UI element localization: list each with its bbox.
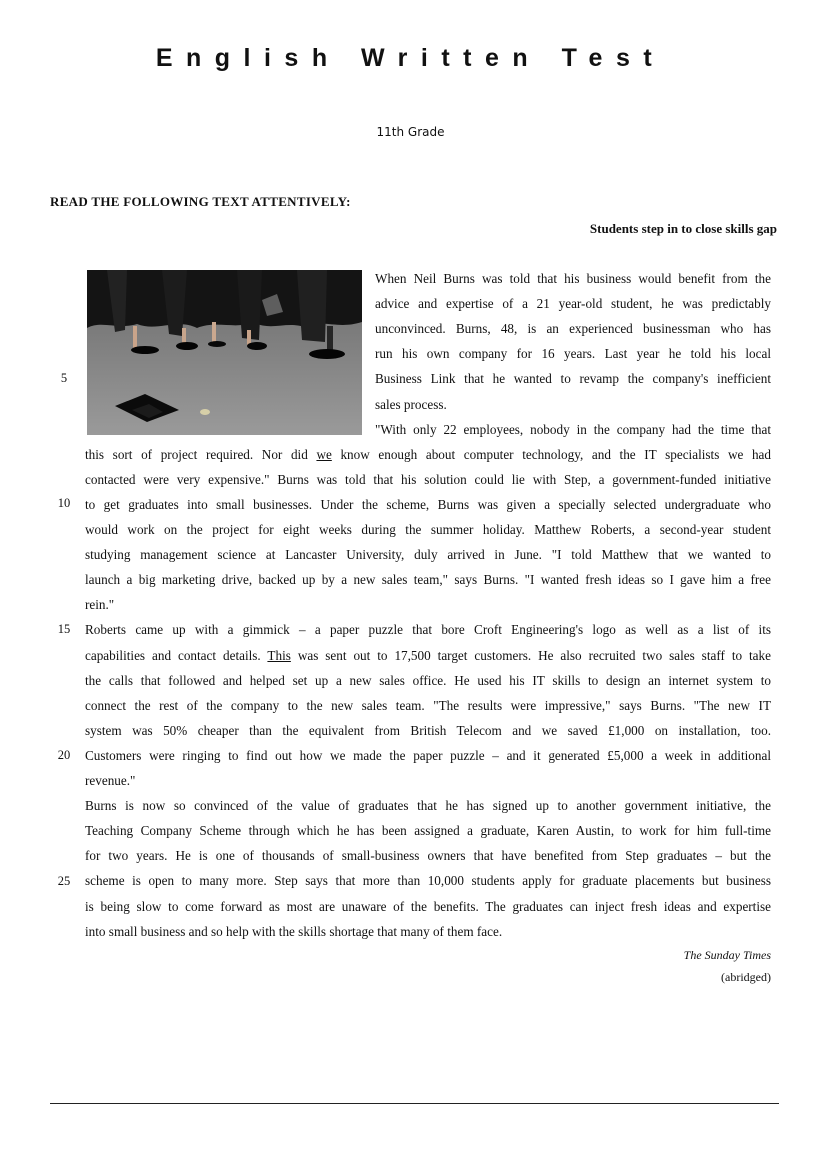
article-line: system was 50% cheaper than the equivalent from British Telecom and we saved £1,000 on installation, too. [85,722,771,738]
underlined-word: we [316,446,332,462]
line-number: 10 [57,496,71,510]
article-line: scheme is open to many more. Step says that more than 10,000 students apply for graduate placements but business [85,873,771,889]
article-line: the calls that followed and helped set up a new sales office. He used his IT skills to design an internet system to [85,672,771,688]
article-line: run his own company for 16 years. Last year he told his local [375,346,771,362]
article-line [85,643,771,668]
line-segment: this sort of project required. Nor did [85,446,317,462]
article-line: rein." [85,597,115,613]
article-line: "With only 22 employees, nobody in the company had the time that [375,421,771,437]
article-line: into small business and so help with the skills shortage that many of them face. [85,923,503,939]
article-line: Business Link that he wanted to revamp the company's inefficient [375,371,771,387]
article-line: Customers were ringing to find out how we made the paper puzzle – and it generated £5,000 a week in additional [85,747,771,763]
article-line: Teaching Company Scheme through which he has been assigned a graduate, Karen Austin, to work for him full-time [85,823,771,839]
article-line: is being slow to come forward as most are unaware of the benefits. The graduates can inject fresh ideas and expertise [85,898,771,914]
article-title: Students step in to close skills gap [589,221,777,236]
article-line: for two years. He is one of thousands of small-business owners that have benefited from Step graduates – but the [85,848,771,864]
underlined-word: This [267,647,291,663]
article-line: contacted were very expensive." Burns was told that his solution could lie with Step, a government-funded initiative [85,471,771,487]
article-line: Roberts came up with a gimmick – a paper puzzle that bore Croft Engineering's logo as well as a list of its [85,622,771,638]
article-line: advice and expertise of a 21 year-old student, he was predictably [375,296,771,312]
article-line: launch a big marketing drive, backed up by a new sales team," says Burns. "I wanted fresh ideas so I gave him a free [85,572,771,588]
article-line [85,442,771,467]
line-number: 20 [57,748,71,762]
graduation-photo [87,270,362,435]
article-line: studying management science at Lancaster University, duly arrived in June. "I told Matthew that we wanted to [85,547,771,563]
test-title: English Written Test [155,44,666,72]
line-segment: capabilities and contact details. [85,647,268,663]
source-citation: The Sunday Times [683,948,771,962]
article-line: to get graduates into small businesses. Under the scheme, Burns was given a specially selected undergraduate who [85,496,771,512]
line-number: 25 [57,874,71,888]
line-number: 15 [57,622,71,636]
line-segment: know enough about computer technology, and the IT specialists we had [331,446,771,462]
abridged-note: (abridged) [721,970,771,984]
article-line: revenue." [85,773,136,788]
article-line: sales process. [375,396,447,412]
article-line: When Neil Burns was told that his business would benefit from the [375,271,771,286]
grade-label: 11th Grade [376,125,445,139]
footer-divider [50,1103,779,1104]
line-segment: was sent out to 17,500 target customers. He also recruited two sales staff to take [290,647,771,663]
article-line: would work on the project for eight weeks during the summer holiday. Matthew Roberts, a second-year student [85,522,771,537]
reading-instruction: READ THE FOLLOWING TEXT ATTENTIVELY: [50,194,351,209]
article-line: connect the rest of the company to the new sales team. "The results were impressive," says Burns. "The new IT [85,697,771,713]
article-line: unconvinced. Burns, 48, is an experienced businessman who has [375,321,771,337]
line-number: 5 [60,371,68,385]
article-line: Burns is now so convinced of the value of graduates that he has signed up to another government initiative, the [85,798,771,814]
